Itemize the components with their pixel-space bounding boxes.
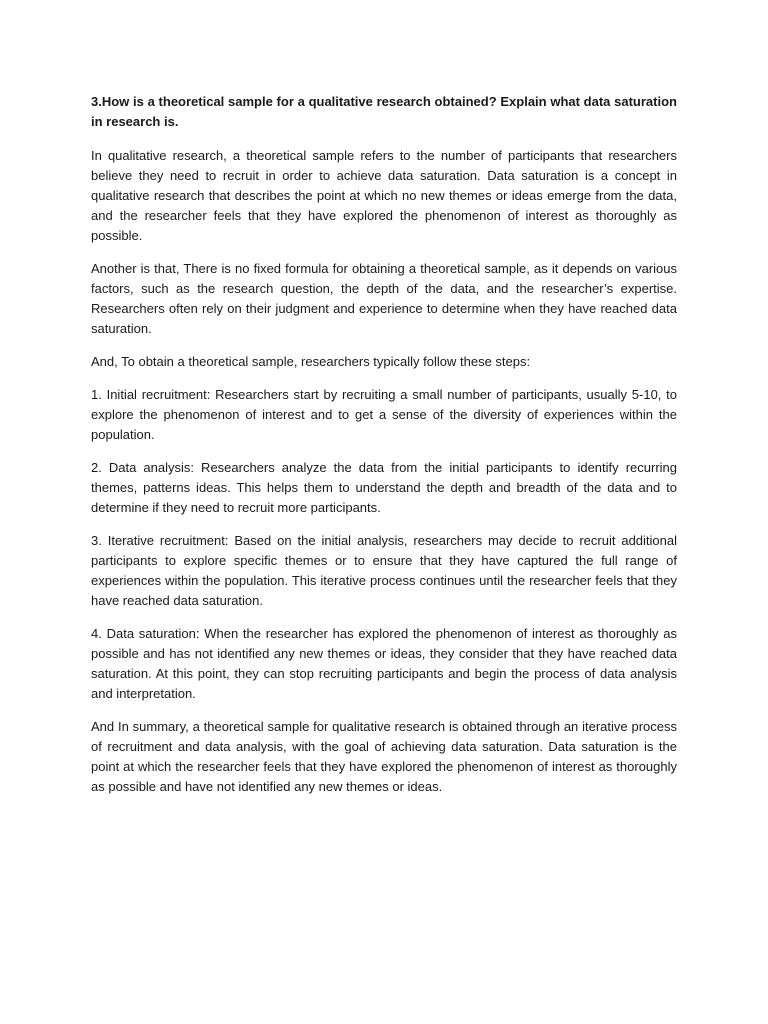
- paragraph-steps-intro: And, To obtain a theoretical sample, researchers typically follow these steps:: [91, 354, 531, 369]
- paragraph-step-data-saturation: 4. Data saturation: When the researcher has explored the phenomenon of interest as thoroughly as possible and has not identified any new themes or ideas, they consider that they have reached data saturation. At this point, they can stop recruiting participants and begin the process of data analysis and interpretation.: [91, 626, 677, 701]
- question-heading: 3.How is a theoretical sample for a qualitative research obtained? Explain what data saturation in research is.: [91, 94, 677, 129]
- paragraph-no-fixed-formula: Another is that, There is no fixed formula for obtaining a theoretical sample, as it depends on various factors, such as the research question, the depth of the data, and the researcher’s expertise. Researchers often rely on their judgment and experience to determine when they have reached data saturation.: [91, 261, 677, 336]
- paragraph-step-data-analysis: 2. Data analysis: Researchers analyze the data from the initial participants to identify recurring themes, patterns ideas. This helps them to understand the depth and breadth of the data and to determine if they need to recruit more participants.: [91, 460, 677, 515]
- paragraph-summary: And In summary, a theoretical sample for qualitative research is obtained through an iterative process of recruitment and data analysis, with the goal of achieving data saturation. Data saturation is the point at which the researcher feels that they have explored the phenomenon of interest as thoroughly as possible and have not identified any new themes or ideas.: [91, 719, 677, 794]
- paragraph-intro: In qualitative research, a theoretical sample refers to the number of participants that researchers believe they need to recruit in order to achieve data saturation. Data saturation is a concept in qualitative research that describes the point at which no new themes or ideas emerge from the data, and the researcher feels that they have explored the phenomenon of interest as thoroughly as possible.: [91, 148, 677, 243]
- paragraph-step-initial-recruitment: 1. Initial recruitment: Researchers start by recruiting a small number of participants, usually 5-10, to explore the phenomenon of interest and to get a sense of the diversity of experiences within the population.: [91, 387, 677, 442]
- document-page: [91, 92, 677, 810]
- paragraph-step-iterative-recruitment: 3. Iterative recruitment: Based on the initial analysis, researchers may decide to recruit additional participants to explore specific themes or to ensure that they have captured the full range of experiences within the population. This iterative process continues until the researcher feels that they have reached data saturation.: [91, 533, 677, 608]
